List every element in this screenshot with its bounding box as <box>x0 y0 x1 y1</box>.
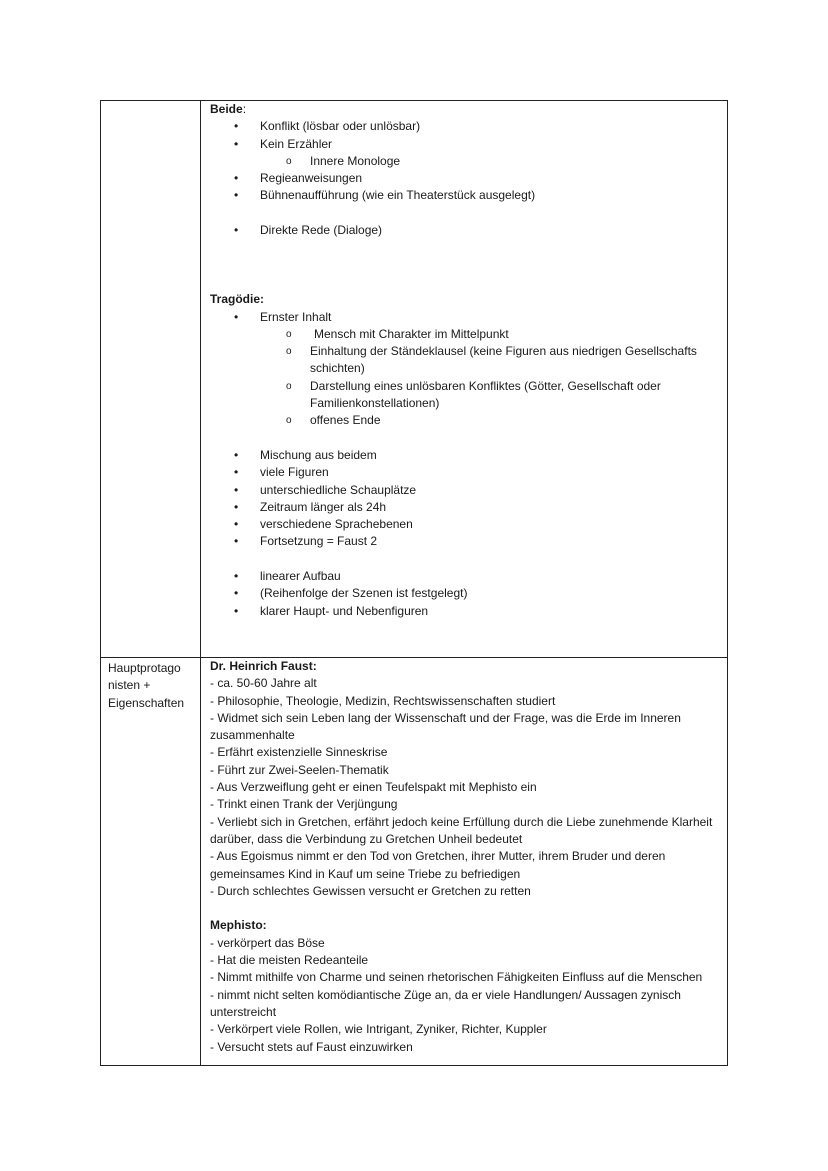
text-line: - Verliebt sich in Gretchen, erfährt jedoch keine Erfüllung durch die Liebe zunehmende Klarheit darüber, dass die Verbindung zu Gretchen Unheil bedeutet <box>210 814 713 846</box>
list-item: • Ernster Inhalt <box>210 309 723 326</box>
text-line: - Nimmt mithilfe von Charme und seinen rhetorischen Fähigkeiten Einfluss auf die Menschen <box>210 970 703 985</box>
right-cell-genre <box>201 101 728 658</box>
text-line: - Aus Egoismus nimmt er den Tod von Gretchen, ihrer Mutter, ihrem Bruder und deren gemeinsames Kind in Kauf um seine Triebe zu befriedigen <box>210 849 666 881</box>
list-item: o Einhaltung der Ständeklausel (keine Figuren aus niedrigen Gesellschafts schichten) <box>210 343 723 378</box>
right-cell-protagonists <box>201 658 728 1066</box>
beide-heading: Beide: <box>210 102 247 116</box>
list-item: • linearer Aufbau <box>210 568 723 585</box>
text-line: - Führt zur Zwei-Seelen-Thematik <box>210 762 389 777</box>
list-item: • Zeitraum länger als 24h <box>210 499 723 516</box>
text-line: - Widmet sich sein Leben lang der Wissenschaft und der Frage, was die Erde im Inneren zusammenhalte <box>210 710 681 743</box>
tragoedie-heading: Tragödie: <box>210 292 265 307</box>
list-item: • verschiedene Sprachebenen <box>210 516 723 533</box>
row-label: Hauptprotago nisten + Eigenschaften <box>108 661 185 710</box>
list-item: • unterschiedliche Schauplätze <box>210 482 723 499</box>
text-line: - Versucht stets auf Faust einzuwirken <box>210 1039 413 1054</box>
text-line: - Aus Verzweiflung geht er einen Teufelspakt mit Mephisto ein <box>210 780 537 795</box>
list-item: o Innere Monologe <box>210 153 723 170</box>
list-item: • Kein Erzähler <box>210 136 723 153</box>
table-row-genre <box>101 101 728 658</box>
text-line: - nimmt nicht selten komödiantische Züge an, da er viele Handlungen/ Aussagen zynisch unterstreicht <box>210 987 681 1019</box>
text-line: - Trinkt einen Trank der Verjüngung <box>210 797 398 812</box>
left-cell-protagonists <box>101 658 201 1066</box>
list-item: • viele Figuren <box>210 464 723 481</box>
mephisto-heading: Mephisto: <box>210 918 267 933</box>
list-item: • (Reihenfolge der Szenen ist festgelegt) <box>210 585 723 602</box>
list-item: • Bühnenaufführung (wie ein Theaterstück ausgelegt) <box>210 187 723 204</box>
text-line: - Erfährt existenzielle Sinneskrise <box>210 745 388 760</box>
notes-table <box>100 100 728 1066</box>
text-line: - ca. 50-60 Jahre alt <box>210 676 317 691</box>
text-line: - Hat die meisten Redeanteile <box>210 953 369 968</box>
text-line: - Philosophie, Theologie, Medizin, Rechtswissenschaften studiert <box>210 693 556 708</box>
list-item: • Konflikt (lösbar oder unlösbar) <box>210 118 723 135</box>
list-item: • Regieanweisungen <box>210 170 723 187</box>
list-item: • klarer Haupt- und Nebenfiguren <box>210 603 723 620</box>
list-item: • Direkte Rede (Dialoge) <box>210 222 723 239</box>
left-cell-empty <box>101 101 201 658</box>
list-item: o Darstellung eines unlösbaren Konfliktes (Götter, Gesellschaft oder Familienkonstellationen) <box>210 378 723 413</box>
faust-heading: Dr. Heinrich Faust: <box>210 659 317 673</box>
list-item: • Mischung aus beidem <box>210 447 723 464</box>
list-item: o Mensch mit Charakter im Mittelpunkt <box>210 326 723 343</box>
table-row-protagonists <box>101 658 728 1066</box>
list-item: • Fortsetzung = Faust 2 <box>210 533 723 550</box>
text-line: - verkörpert das Böse <box>210 935 325 950</box>
text-line: - Durch schlechtes Gewissen versucht er Gretchen zu retten <box>210 883 531 898</box>
list-item: o offenes Ende <box>210 412 723 429</box>
text-line: - Verkörpert viele Rollen, wie Intrigant, Zyniker, Richter, Kuppler <box>210 1022 547 1037</box>
